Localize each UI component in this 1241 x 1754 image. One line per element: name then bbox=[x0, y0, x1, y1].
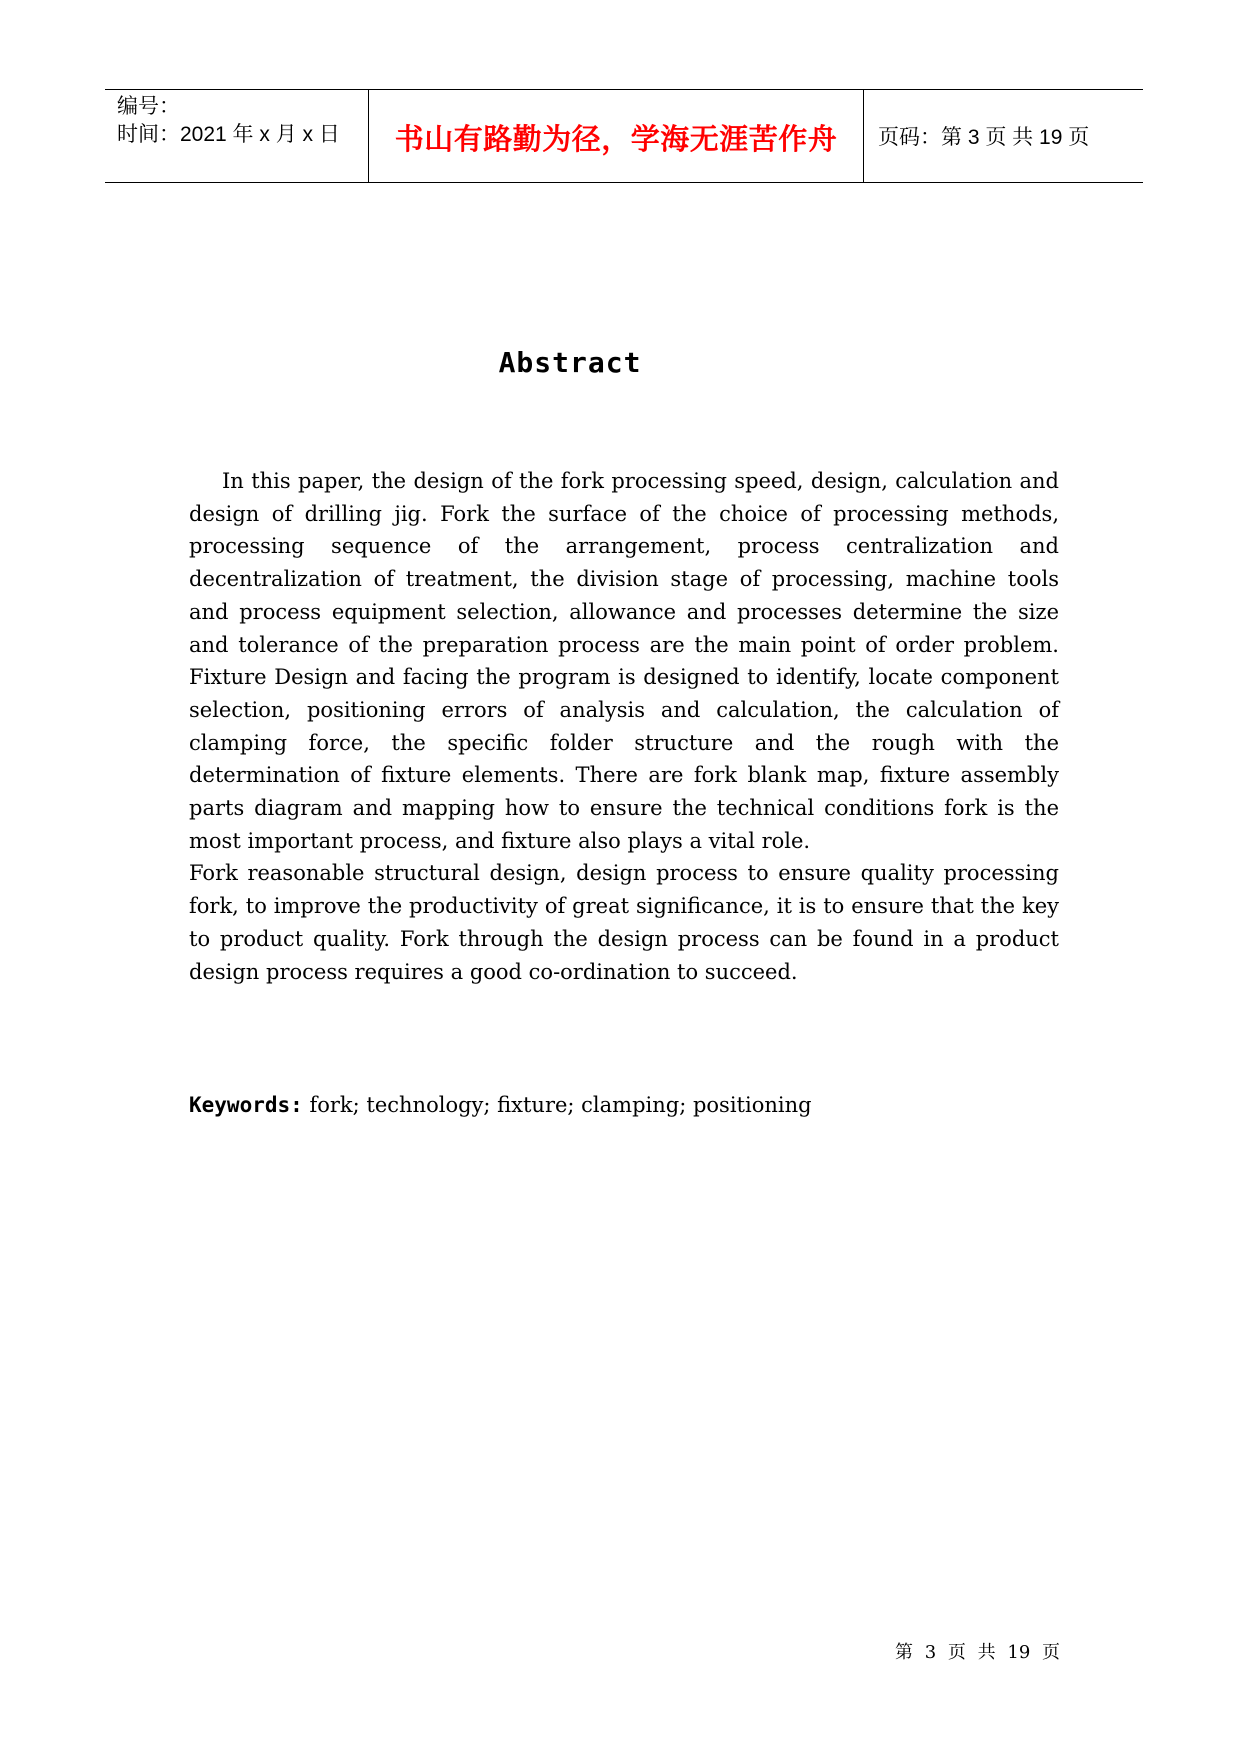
header-motto-cell bbox=[369, 90, 864, 182]
header-page-info: 页码：第 3 页 共 19 页 bbox=[878, 126, 1090, 149]
keywords-label: Keywords: bbox=[189, 1093, 303, 1117]
abstract-paragraph-2: Fork reasonable structural design, design process to ensure quality processing fork, to improve the productivity of great significance, it is to ensure that the key to product quality. Fork through the design process can be found in a product design process requires a good co-ordination to succeed. bbox=[189, 861, 1059, 984]
serial-number-label: 编号： bbox=[117, 95, 180, 118]
header-meta-cell bbox=[105, 90, 369, 182]
header-page-cell bbox=[864, 90, 1143, 182]
keywords-line bbox=[189, 1093, 812, 1117]
page-footer: 第 3 页 共 19 页 bbox=[895, 1642, 1060, 1663]
abstract-paragraph-1: In this paper, the design of the fork processing speed, design, calculation and design of drilling jig. Fork the surface of the choice of processing methods, processing sequence of the arrangement, process centralization and decentralization of treatment, the division stage of processing, machine tools and process equipment selection, allowance and processes determine the size and tolerance of the preparation process are the main point of order problem. Fixture Design and facing the program is designed to identify, locate component selection, positioning errors of analysis and calculation, the calculation of clamping force, the specific folder structure and the rough with the determination of fixture elements. There are fork blank map, fixture assembly parts diagram and mapping how to ensure the technical conditions fork is the most important process, and fixture also plays a vital role. bbox=[189, 469, 1059, 853]
page-header bbox=[105, 89, 1143, 183]
page-title: Abstract bbox=[498, 346, 642, 379]
abstract-body bbox=[189, 465, 1059, 988]
motto-text: 书山有路勤为径，学海无涯苦作舟 bbox=[394, 121, 838, 156]
keywords-text: fork; technology; fixture; clamping; positioning bbox=[302, 1093, 812, 1117]
date-text: 时间：2021 年 x 月 x 日 bbox=[117, 123, 340, 146]
